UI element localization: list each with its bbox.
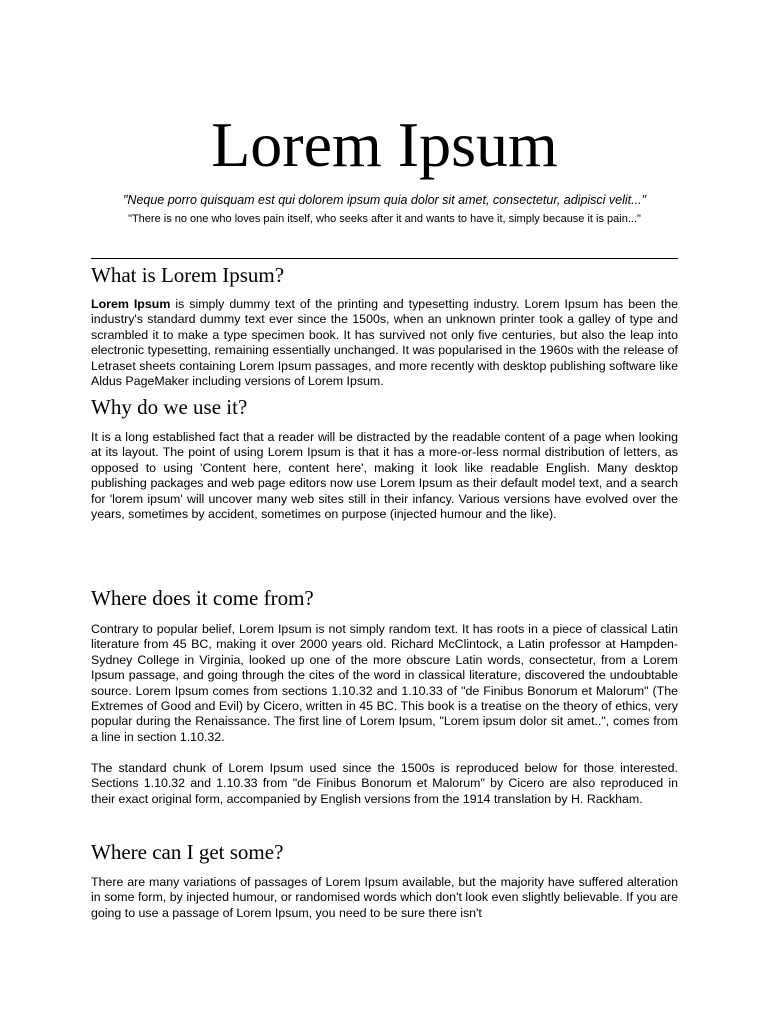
page-title: Lorem Ipsum [211, 109, 558, 180]
latin-quote: "Neque porro quisquam est qui dolorem ipsum quia dolor sit amet, consectetur, adipisci velit..." [122, 193, 647, 207]
paragraph-what-is-lorem-ipsum [91, 297, 678, 389]
bold-lead-term: Lorem Ipsum [91, 297, 171, 311]
paragraph-where-can-i-get-some: There are many variations of passages of Lorem Ipsum available, but the majority have suffered alteration in some form, by injected humour, or randomised words which don't look even slightly believable. If you are going to use a passage of Lorem Ipsum, you need to be sure there isn't [91, 875, 678, 920]
paragraph-where-does-it-come-from-1: Contrary to popular belief, Lorem Ipsum is not simply random text. It has roots in a piece of classical Latin literature from 45 BC, making it over 2000 years old. Richard McClintock, a Latin professor at Hampden-Sydney College in Virginia, looked up one of the more obscure Latin words, consectetur, from a Lorem Ipsum passage, and going through the cites of the word in classical literature, discovered the undoubtable source. Lorem Ipsum comes from sections 1.10.32 and 1.10.33 of "de Finibus Bonorum et Malorum" (The Extremes of Good and Evil) by Cicero, written in 45 BC. This book is a treatise on the theory of ethics, very popular during the Renaissance. The first line of Lorem Ipsum, "Lorem ipsum dolor sit amet..", comes from a line in section 1.10.32. [91, 622, 678, 744]
paragraph-why-do-we-use-it: It is a long established fact that a reader will be distracted by the readable content of a page when looking at its layout. The point of using Lorem Ipsum is that it has a more-or-less normal distribution of letters, as opposed to using 'Content here, content here', making it look like readable English. Many desktop publishing packages and web page editors now use Lorem Ipsum as their default model text, and a search for 'lorem ipsum' will uncover many web sites still in their infancy. Various versions have evolved over the years, sometimes by accident, sometimes on purpose (injected humour and the like). [91, 430, 678, 522]
heading-where-does-it-come-from: Where does it come from? [91, 586, 314, 610]
heading-why-do-we-use-it: Why do we use it? [91, 395, 248, 419]
horizontal-divider [91, 258, 678, 259]
paragraph-where-does-it-come-from-2: The standard chunk of Lorem Ipsum used since the 1500s is reproduced below for those interested. Sections 1.10.32 and 1.10.33 from "de Finibus Bonorum et Malorum" by Cicero are also reproduced in their exact original form, accompanied by English versions from the 1914 translation by H. Rackham. [91, 761, 678, 806]
english-quote: "There is no one who loves pain itself, who seeks after it and wants to have it, simply because it is pain..." [128, 213, 641, 225]
heading-where-can-i-get-some: Where can I get some? [91, 840, 284, 864]
heading-what-is-lorem-ipsum: What is Lorem Ipsum? [91, 263, 285, 287]
paragraph-text: is simply dummy text of the printing and typesetting industry. Lorem Ipsum has been the industry's standard dummy text ever since the 1500s, when an unknown printer took a galley of type and scrambled it to make a type specimen book. It has survived not only five centuries, but also the leap into electronic typesetting, remaining essentially unchanged. It was popularised in the 1960s with the release of Letraset sheets containing Lorem Ipsum passages, and more recently with desktop publishing software like Aldus PageMaker including versions of Lorem Ipsum. [91, 297, 678, 389]
